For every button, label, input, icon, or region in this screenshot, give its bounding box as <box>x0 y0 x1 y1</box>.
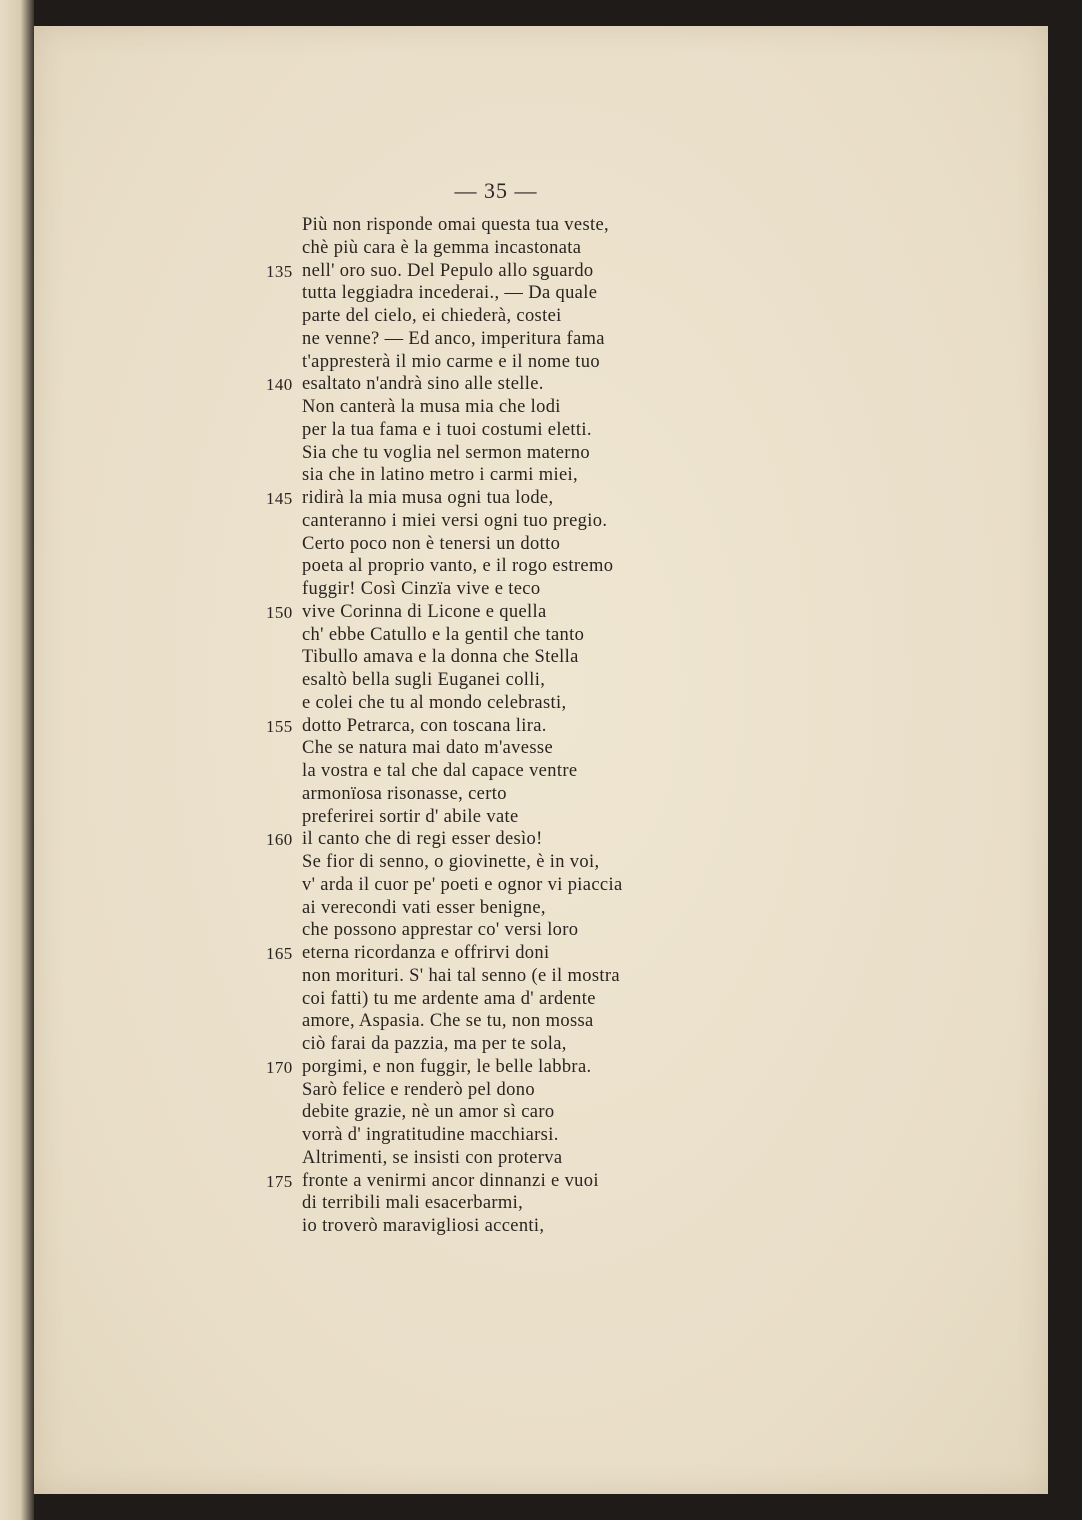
poem-line <box>302 464 578 487</box>
poem-line <box>302 237 581 260</box>
line-text: vorrà d' ingratitudine macchiarsi. <box>302 1125 559 1145</box>
poem-line <box>302 1033 567 1056</box>
poem-line <box>302 396 561 419</box>
poem-line <box>302 919 578 942</box>
poem-line <box>302 965 620 988</box>
line-text: v' arda il cuor pe' poeti e ognor vi piaccia <box>302 874 623 895</box>
line-text: Non canterà la musa mia che lodi <box>302 397 561 417</box>
line-text: t'appresterà il mio carme e il nome tuo <box>302 351 600 372</box>
line-text: Sarò felice e renderò pel dono <box>302 1079 535 1100</box>
line-number: 160 <box>266 830 293 850</box>
line-number: 175 <box>266 1171 293 1191</box>
line-text: eterna ricordanza e offrirvi doni <box>302 943 550 963</box>
line-text: ne venne? — Ed anco, imperitura fama <box>302 328 605 349</box>
line-text: armonïosa risonasse, certo <box>302 783 507 804</box>
poem-line <box>302 692 566 715</box>
line-text: sia che in latino metro i carmi miei, <box>302 465 578 486</box>
line-number: 145 <box>266 489 293 508</box>
poem-line <box>302 806 519 829</box>
poem-line <box>302 851 599 874</box>
poem-line <box>302 555 613 578</box>
line-text: Tibullo amava e la donna che Stella <box>302 647 579 668</box>
poem-line <box>302 510 607 533</box>
line-text: parte del cielo, ei chiederà, costei <box>302 306 562 326</box>
line-text: la vostra e tal che dal capace ventre <box>302 761 578 781</box>
facing-page-edge <box>0 0 34 1520</box>
poem-line <box>266 828 543 851</box>
poem-line <box>302 783 507 806</box>
poem-line <box>266 260 594 283</box>
poem-line <box>302 214 609 237</box>
poem-line <box>302 282 597 305</box>
poem-line <box>302 533 560 556</box>
poem-line <box>302 988 596 1011</box>
poem-line <box>266 1056 592 1079</box>
line-text: ch' ebbe Catullo e la gentil che tanto <box>302 624 585 645</box>
poem-line <box>302 351 600 374</box>
line-number: 165 <box>266 944 293 963</box>
line-text: Se fior di senno, o giovinette, è in voi, <box>302 852 600 872</box>
poem-line <box>266 601 547 624</box>
poem-line <box>302 578 540 601</box>
line-number: 150 <box>266 602 293 622</box>
line-text: esaltò bella sugli Euganei colli, <box>302 670 546 690</box>
poem-line <box>302 1124 559 1147</box>
line-number: 140 <box>266 375 293 395</box>
line-text: che possono apprestar co' versi loro <box>302 920 579 941</box>
poem-line <box>266 373 544 396</box>
poem-line <box>302 1215 544 1238</box>
poem-line <box>302 760 577 783</box>
line-text: poeta al proprio vanto, e il rogo estremo <box>302 556 614 577</box>
poem-line <box>302 646 579 669</box>
page-number: — 35 — <box>454 178 538 203</box>
line-text: coi fatti) tu me ardente ama d' ardente <box>302 988 596 1009</box>
line-text: amore, Aspasia. Che se tu, non mossa <box>302 1011 594 1032</box>
poem-line <box>302 1010 594 1033</box>
line-text: esaltato n'andrà sino alle stelle. <box>302 374 544 395</box>
line-text: porgimi, e non fuggir, le belle labbra. <box>302 1056 592 1077</box>
poem-line <box>302 897 546 920</box>
poem-line <box>266 1170 599 1193</box>
poem-line <box>302 737 553 760</box>
line-text: Più non risponde omai questa tua veste, <box>302 215 610 235</box>
line-text: di terribili mali esacerbarmi, <box>302 1193 524 1214</box>
line-number: 135 <box>266 261 293 281</box>
line-number: 170 <box>266 1057 293 1077</box>
poem-line <box>302 328 605 351</box>
poem-line <box>302 1079 535 1102</box>
line-text: ai verecondi vati esser benigne, <box>302 897 546 918</box>
poem-line <box>302 442 590 465</box>
line-text: e colei che tu al mondo celebrasti, <box>302 692 567 713</box>
line-text: fuggir! Così Cinzïa vive e teco <box>302 579 541 599</box>
poem-line <box>302 305 562 328</box>
line-text: ridirà la mia musa ogni tua lode, <box>302 488 554 508</box>
line-text: dotto Petrarca, con toscana lira. <box>302 715 547 736</box>
poem-line <box>302 419 592 442</box>
poem-line <box>302 624 584 647</box>
line-text: fronte a venirmi ancor dinnanzi e vuoi <box>302 1170 599 1191</box>
line-text: Sia che tu voglia nel sermon materno <box>302 442 590 463</box>
line-text: vive Corinna di Licone e quella <box>302 601 547 622</box>
poem-line <box>266 942 550 965</box>
line-text: per la tua fama e i tuoi costumi eletti. <box>302 419 592 440</box>
poem-line <box>266 487 554 510</box>
poem-line <box>302 874 623 897</box>
poem-line <box>302 1101 554 1124</box>
line-text: chè più cara è la gemma incastonata <box>302 237 582 258</box>
line-text: canteranno i miei versi ogni tuo pregio. <box>302 510 608 531</box>
line-text: debite grazie, nè un amor sì caro <box>302 1102 555 1123</box>
line-text: Certo poco non è tenersi un dotto <box>302 533 561 554</box>
poem-line <box>302 669 545 692</box>
line-text: Che se natura mai dato m'avesse <box>302 738 554 759</box>
line-text: tutta leggiadra incederai., — Da quale <box>302 283 598 304</box>
line-text: il canto che di regi esser desìo! <box>302 829 543 850</box>
line-text: Altrimenti, se insisti con proterva <box>302 1147 563 1168</box>
line-text: io troverò maravigliosi accenti, <box>302 1216 545 1236</box>
line-text: nell' oro suo. Del Pepulo allo sguardo <box>302 260 594 281</box>
poem-line <box>302 1192 523 1215</box>
line-text: non morituri. S' hai tal senno (e il mostra <box>302 965 620 986</box>
line-text: preferirei sortir d' abile vate <box>302 806 519 827</box>
poem-line <box>302 1147 562 1170</box>
line-text: ciò farai da pazzia, ma per te sola, <box>302 1034 567 1054</box>
line-number: 155 <box>266 716 293 736</box>
poem-line <box>266 715 547 738</box>
